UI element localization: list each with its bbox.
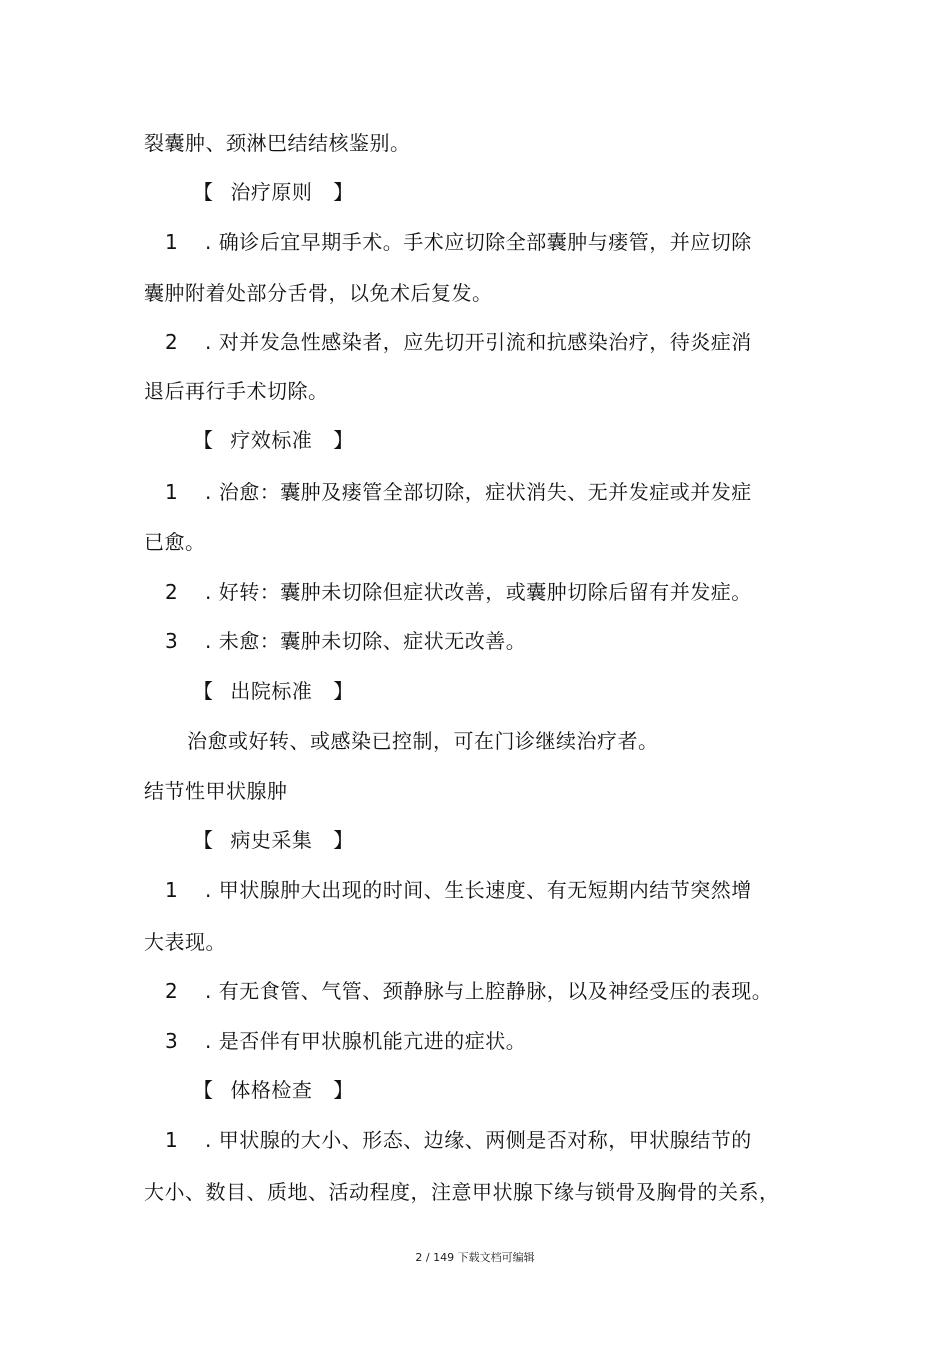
bracket-close: 】 — [333, 180, 354, 204]
numbered-item — [165, 330, 752, 354]
numbered-item — [165, 1128, 752, 1152]
section-heading — [193, 828, 354, 852]
bracket-close: 】 — [333, 828, 354, 852]
bracket-open: 【 — [193, 180, 214, 204]
text-line: 退后再行手术切除。 — [144, 379, 329, 403]
numbered-item — [165, 629, 526, 653]
item-number: 1 — [165, 230, 179, 254]
item-number: 1 — [165, 878, 179, 902]
document-title: 结节性甲状腺肿 — [144, 779, 288, 803]
heading-text: 病史采集 — [230, 828, 313, 852]
section-heading — [193, 428, 354, 452]
item-number: 3 — [165, 629, 179, 653]
heading-text: 治疗原则 — [230, 180, 313, 204]
item-number: 2 — [165, 330, 179, 354]
bracket-close: 】 — [333, 428, 354, 452]
item-text: . 未愈：囊肿未切除、症状无改善。 — [205, 629, 527, 653]
section-heading — [193, 180, 354, 204]
item-text: . 好转：囊肿未切除但症状改善，或囊肿切除后留有并发症。 — [205, 580, 752, 604]
bracket-close: 】 — [333, 1078, 354, 1102]
heading-text: 出院标准 — [230, 679, 313, 703]
numbered-item — [165, 230, 752, 254]
text-line: 囊肿附着处部分舌骨，以免术后复发。 — [144, 281, 493, 305]
bracket-open: 【 — [193, 428, 214, 452]
text-line: 裂囊肿、颈淋巴结结核鉴别。 — [144, 131, 411, 155]
text-line: 大小、数目、质地、活动程度，注意甲状腺下缘与锁骨及胸骨的关系， — [144, 1180, 780, 1204]
item-number: 3 — [165, 1029, 179, 1053]
item-text: . 甲状腺肿大出现的时间、生长速度、有无短期内结节突然增 — [205, 878, 752, 902]
text-line: 大表现。 — [144, 930, 226, 954]
bracket-close: 】 — [333, 679, 354, 703]
item-text: . 甲状腺的大小、形态、边缘、两侧是否对称，甲状腺结节的 — [205, 1128, 752, 1152]
numbered-item — [165, 480, 752, 504]
numbered-item — [165, 979, 772, 1003]
item-number: 2 — [165, 580, 179, 604]
item-text: . 治愈：囊肿及瘘管全部切除，症状消失、无并发症或并发症 — [205, 480, 752, 504]
item-number: 1 — [165, 480, 179, 504]
bracket-open: 【 — [193, 1078, 214, 1102]
text-line: 已愈。 — [144, 530, 206, 554]
item-number: 2 — [165, 979, 179, 1003]
page-footer: 2 / 149 下载文档可编辑 — [415, 1251, 535, 1264]
numbered-item — [165, 878, 752, 902]
text-line: 治愈或好转、或感染已控制，可在门诊继续治疗者。 — [187, 729, 659, 753]
item-text: . 对并发急性感染者，应先切开引流和抗感染治疗，待炎症消 — [205, 330, 752, 354]
bracket-open: 【 — [193, 828, 214, 852]
section-heading — [193, 679, 354, 703]
item-number: 1 — [165, 1128, 179, 1152]
item-text: . 确诊后宜早期手术。手术应切除全部囊肿与瘘管，并应切除 — [205, 230, 752, 254]
item-text: . 有无食管、气管、颈静脉与上腔静脉，以及神经受压的表现。 — [205, 979, 773, 1003]
numbered-item — [165, 580, 752, 604]
section-heading — [193, 1078, 354, 1102]
bracket-open: 【 — [193, 679, 214, 703]
heading-text: 疗效标准 — [230, 428, 313, 452]
numbered-item — [165, 1029, 526, 1053]
item-text: . 是否伴有甲状腺机能亢进的症状。 — [205, 1029, 527, 1053]
heading-text: 体格检查 — [230, 1078, 313, 1102]
